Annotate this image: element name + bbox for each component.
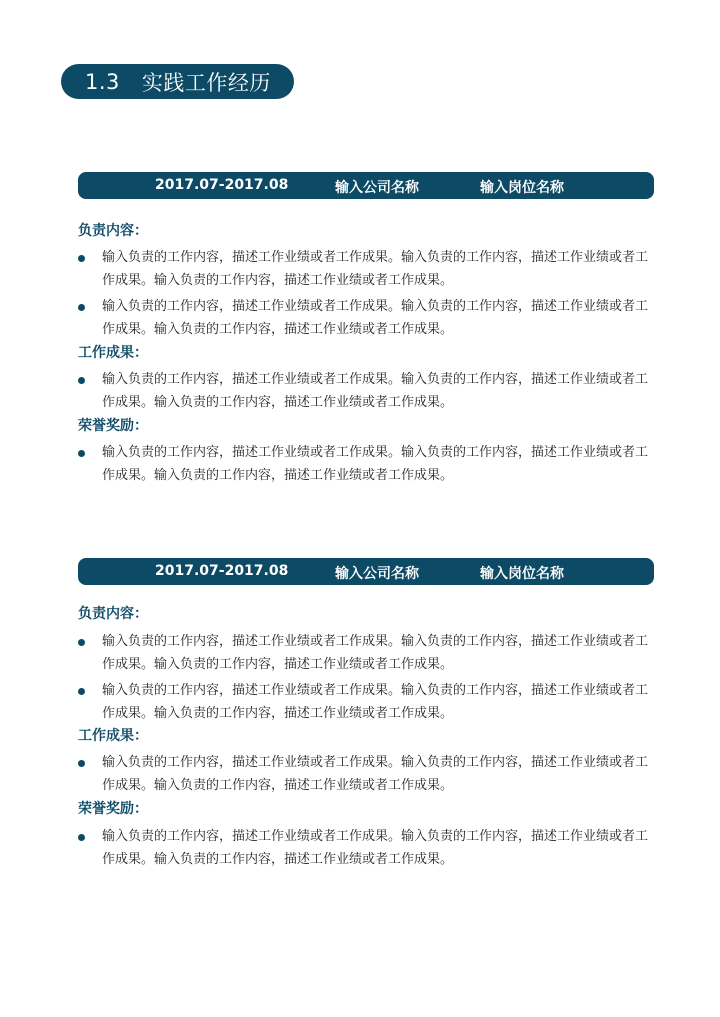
list-item-text: 输入负责的工作内容，描述工作业绩或者工作成果。输入负责的工作内容，描述工作业绩或者工作成果。输入负责的工作内容，描述工作业绩或者工作成果。 (102, 829, 649, 867)
section-number: 1.3 (85, 69, 120, 94)
bullet-icon (78, 377, 85, 384)
list-item-text: 输入负责的工作内容，描述工作业绩或者工作成果。输入负责的工作内容，描述工作业绩或者工作成果。输入负责的工作内容，描述工作业绩或者工作成果。 (102, 250, 649, 288)
entry-position: 输入岗位名称 (480, 566, 564, 582)
group-title-results: 工作成果： (78, 728, 148, 744)
entry-header-bar (78, 558, 654, 585)
entry-date: 2017.07-2017.08 (155, 177, 289, 193)
entry-date: 2017.07-2017.08 (155, 563, 289, 579)
list-item-text: 输入负责的工作内容，描述工作业绩或者工作成果。输入负责的工作内容，描述工作业绩或者工作成果。输入负责的工作内容，描述工作业绩或者工作成果。 (102, 299, 649, 337)
entry-header-bar (78, 172, 654, 199)
entry-company: 输入公司名称 (335, 180, 419, 196)
group-title-duties: 负责内容： (78, 606, 148, 622)
bullet-icon (78, 639, 85, 646)
bullet-icon (78, 688, 85, 695)
group-title-results: 工作成果： (78, 345, 148, 361)
bullet-icon (78, 760, 85, 767)
bullet-icon (78, 834, 85, 841)
group-title-duties: 负责内容： (78, 223, 148, 239)
list-item-text: 输入负责的工作内容，描述工作业绩或者工作成果。输入负责的工作内容，描述工作业绩或者工作成果。输入负责的工作内容，描述工作业绩或者工作成果。 (102, 683, 649, 721)
section-title (61, 64, 294, 99)
bullet-icon (78, 304, 85, 311)
list-item-text: 输入负责的工作内容，描述工作业绩或者工作成果。输入负责的工作内容，描述工作业绩或者工作成果。输入负责的工作内容，描述工作业绩或者工作成果。 (102, 372, 649, 410)
group-title-awards: 荣誉奖励： (78, 801, 148, 817)
list-item-text: 输入负责的工作内容，描述工作业绩或者工作成果。输入负责的工作内容，描述工作业绩或者工作成果。输入负责的工作内容，描述工作业绩或者工作成果。 (102, 634, 649, 672)
group-title-awards: 荣誉奖励： (78, 418, 148, 434)
bullet-icon (78, 450, 85, 457)
entry-company: 输入公司名称 (335, 566, 419, 582)
entry-position: 输入岗位名称 (480, 180, 564, 196)
section-heading: 实践工作经历 (141, 70, 271, 95)
list-item-text: 输入负责的工作内容，描述工作业绩或者工作成果。输入负责的工作内容，描述工作业绩或者工作成果。输入负责的工作内容，描述工作业绩或者工作成果。 (102, 755, 649, 793)
bullet-icon (78, 255, 85, 262)
list-item-text: 输入负责的工作内容，描述工作业绩或者工作成果。输入负责的工作内容，描述工作业绩或者工作成果。输入负责的工作内容，描述工作业绩或者工作成果。 (102, 445, 649, 483)
